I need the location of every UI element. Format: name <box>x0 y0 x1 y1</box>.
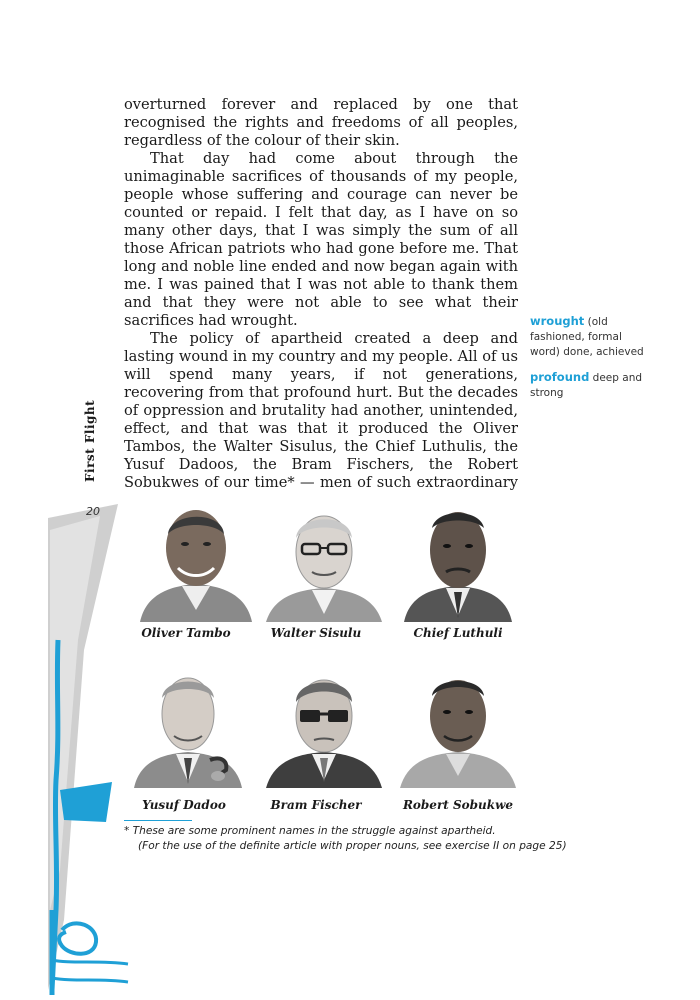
glossary-entry-wrought <box>530 314 650 360</box>
sidebar-decoration <box>0 490 130 1000</box>
caption-yusuf-dadoo: Yusuf Dadoo <box>142 798 226 812</box>
glossary-meaning: deep and strong <box>530 372 643 399</box>
paragraph-2: That day had come about through the unimaginable sacrifices of thousands of my people, people whose suffering and courage can never be counted or repaid. I felt that day, as I have on so many other days, that I was simply the sum of all those African patriots who had gone before me. That long and noble line ended and now began again with me. I was pained that I was not able to thank them and that they were not able to see what their sacrifices had wrought. <box>124 150 518 329</box>
footnote-line-2: (For the use of the definite article with proper nouns, see exercise II on page 25) <box>138 840 567 852</box>
footnote <box>124 824 604 854</box>
portrait-robert-sobukwe <box>392 664 524 788</box>
book-title-text: First Flight <box>83 399 97 482</box>
portrait-chief-luthuli <box>392 498 524 622</box>
caption-bram-fischer: Bram Fischer <box>270 798 362 812</box>
portrait-yusuf-dadoo <box>124 664 256 788</box>
portrait-walter-sisulu <box>258 498 390 622</box>
glossary-meaning: (old fashioned, formal word) done, achieved <box>530 316 644 358</box>
glossary-word: wrought <box>530 314 585 328</box>
portrait-oliver-tambo <box>130 498 262 622</box>
paragraph-3: The policy of apartheid created a deep and lasting wound in my country and my people. All of us will spend many years, if not generations, recovering from that profound hurt. But the decades of oppression and brutality had another, unintended, effect, and that was that it produced the Oliver Tambos, the Walter Sisulus, the Chief Luthulis, the Yusuf Dadoos, the Bram Fischers, the Robert Sobukwes of our time* — men of such extraordinary <box>124 330 518 491</box>
caption-oliver-tambo: Oliver Tambo <box>141 626 231 640</box>
caption-chief-luthuli: Chief Luthuli <box>413 626 503 640</box>
page-number: 20 <box>86 505 100 518</box>
portrait-bram-fischer <box>258 664 390 788</box>
glossary-word: profound <box>530 370 590 384</box>
glossary-entry-profound <box>530 370 650 401</box>
paragraph-1: overturned forever and replaced by one that recognised the rights and freedoms of all peoples, regardless of the colour of their skin. <box>124 96 518 149</box>
caption-robert-sobukwe: Robert Sobukwe <box>402 798 514 812</box>
footnote-line-1: * These are some prominent names in the struggle against apartheid. <box>124 825 496 837</box>
main-text <box>124 96 518 492</box>
book-title-vertical <box>78 399 102 484</box>
footnote-rule <box>124 820 192 821</box>
caption-walter-sisulu: Walter Sisulu <box>270 626 362 640</box>
glossary <box>530 314 650 411</box>
